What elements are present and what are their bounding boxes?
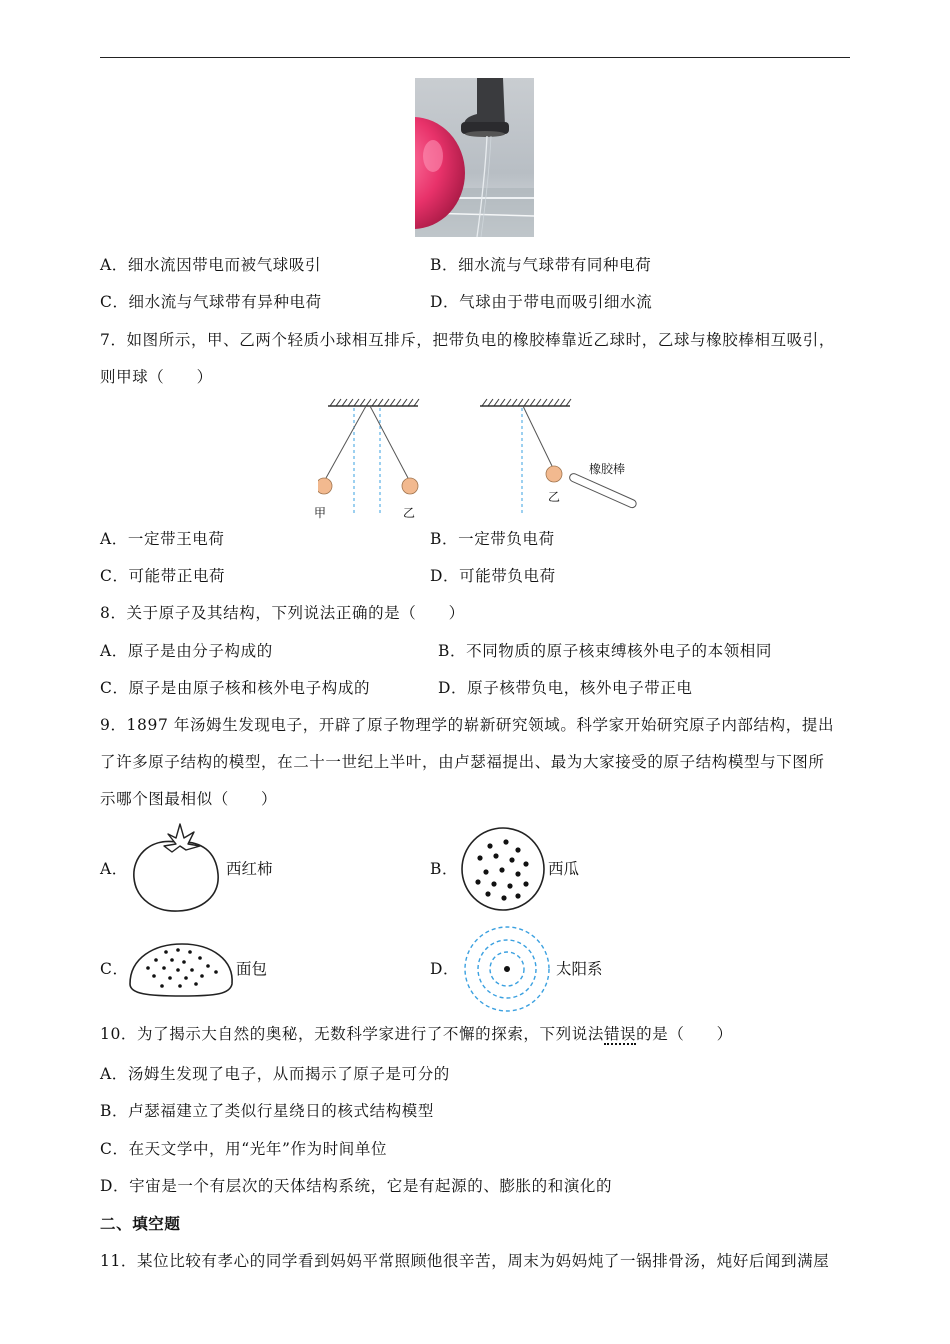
q10-option-b: B．卢瑟福建立了类似行星绕日的核式结构模型 [100,1102,434,1120]
label-yi-right: 乙 [548,490,561,504]
q9-stem-line3: 示哪个图最相似（ ） [100,790,278,808]
section-title: 二、填空题 [100,1214,181,1233]
q10-stem-pre: 10．为了揭示大自然的奥秘，无数科学家进行了不懈的探索，下列说法 [100,1025,604,1043]
q8-stem: 8．关于原子及其结构，下列说法正确的是（ ） [100,604,465,622]
q8-option-a: A．原子是由分子构成的 [100,642,273,660]
q10-stem [100,1024,733,1044]
q7-option-c: C．可能带正电荷 [100,567,226,585]
label-rubber-rod: 橡胶棒 [589,462,626,476]
q6-option-a: A．细水流因带电而被气球吸引 [100,256,322,274]
q9-option-c-letter: C． [100,960,129,978]
watermelon-icon [460,826,546,912]
label-jia: 甲 [314,506,327,520]
solar-system-icon [462,924,552,1014]
q7-option-d: D．可能带负电荷 [430,567,556,585]
q8-option-c: C．原子是由原子核和核外电子构成的 [100,679,371,697]
q6-option-c: C．细水流与气球带有异种电荷 [100,293,322,311]
q6-option-b: B．细水流与气球带有同种电荷 [430,256,652,274]
q10-stem-post: 的是（ ） [636,1025,733,1043]
q9-option-b-text: 西瓜 [548,860,580,878]
q10-option-d: D．宇宙是一个有层次的天体结构系统，它是有起源的、膨胀的和演化的 [100,1177,613,1195]
q8-option-d: D．原子核带负电，核外电子带正电 [438,679,693,697]
q8-option-b: B．不同物质的原子核束缚核外电子的本领相同 [438,642,772,660]
q11-stem-line1: 11．某位比较有孝心的同学看到妈妈平常照顾他很辛苦，周末为妈妈炖了一锅排骨汤，炖好后闻到满屋 [100,1252,830,1270]
q7-stem-line2: 则甲球（ ） [100,368,213,386]
q10-stem-emphasis: 错误 [603,1025,637,1043]
q10-option-a: A．汤姆生发现了电子，从而揭示了原子是可分的 [100,1065,450,1083]
label-yi: 乙 [403,506,416,520]
q6-option-d: D．气球由于带电而吸引细水流 [430,293,653,311]
q9-option-a-text: 西红柿 [226,860,273,878]
bread-icon [126,940,236,998]
q9-option-b-letter: B． [430,860,459,878]
q7-stem-line1: 7．如图所示，甲、乙两个轻质小球相互排斥，把带负电的橡胶棒靠近乙球时，乙球与橡胶棒相互吸引， [100,331,835,349]
q7-option-a: A．一定带王电荷 [100,530,225,548]
header-rule [100,57,850,58]
q9-stem-line2: 了许多原子结构的模型，在二十一世纪上半叶，由卢瑟福提出、最为大家接受的原子结构模型与下图所 [100,753,825,771]
q9-option-d-letter: D． [430,960,460,978]
q9-option-d-text: 太阳系 [556,960,603,978]
q9-option-a-letter: A． [100,860,128,878]
tomato-icon [128,822,224,914]
q7-option-b: B．一定带负电荷 [430,530,555,548]
balloon-faucet-photo [415,78,534,237]
q9-option-c-text: 面包 [236,960,268,978]
q9-stem-line1: 9．1897 年汤姆生发现电子，开辟了原子物理学的崭新研究领域。科学家开始研究原子内部结构，提出 [100,716,835,734]
q10-option-c: C．在天文学中，用“光年”作为时间单位 [100,1140,388,1158]
